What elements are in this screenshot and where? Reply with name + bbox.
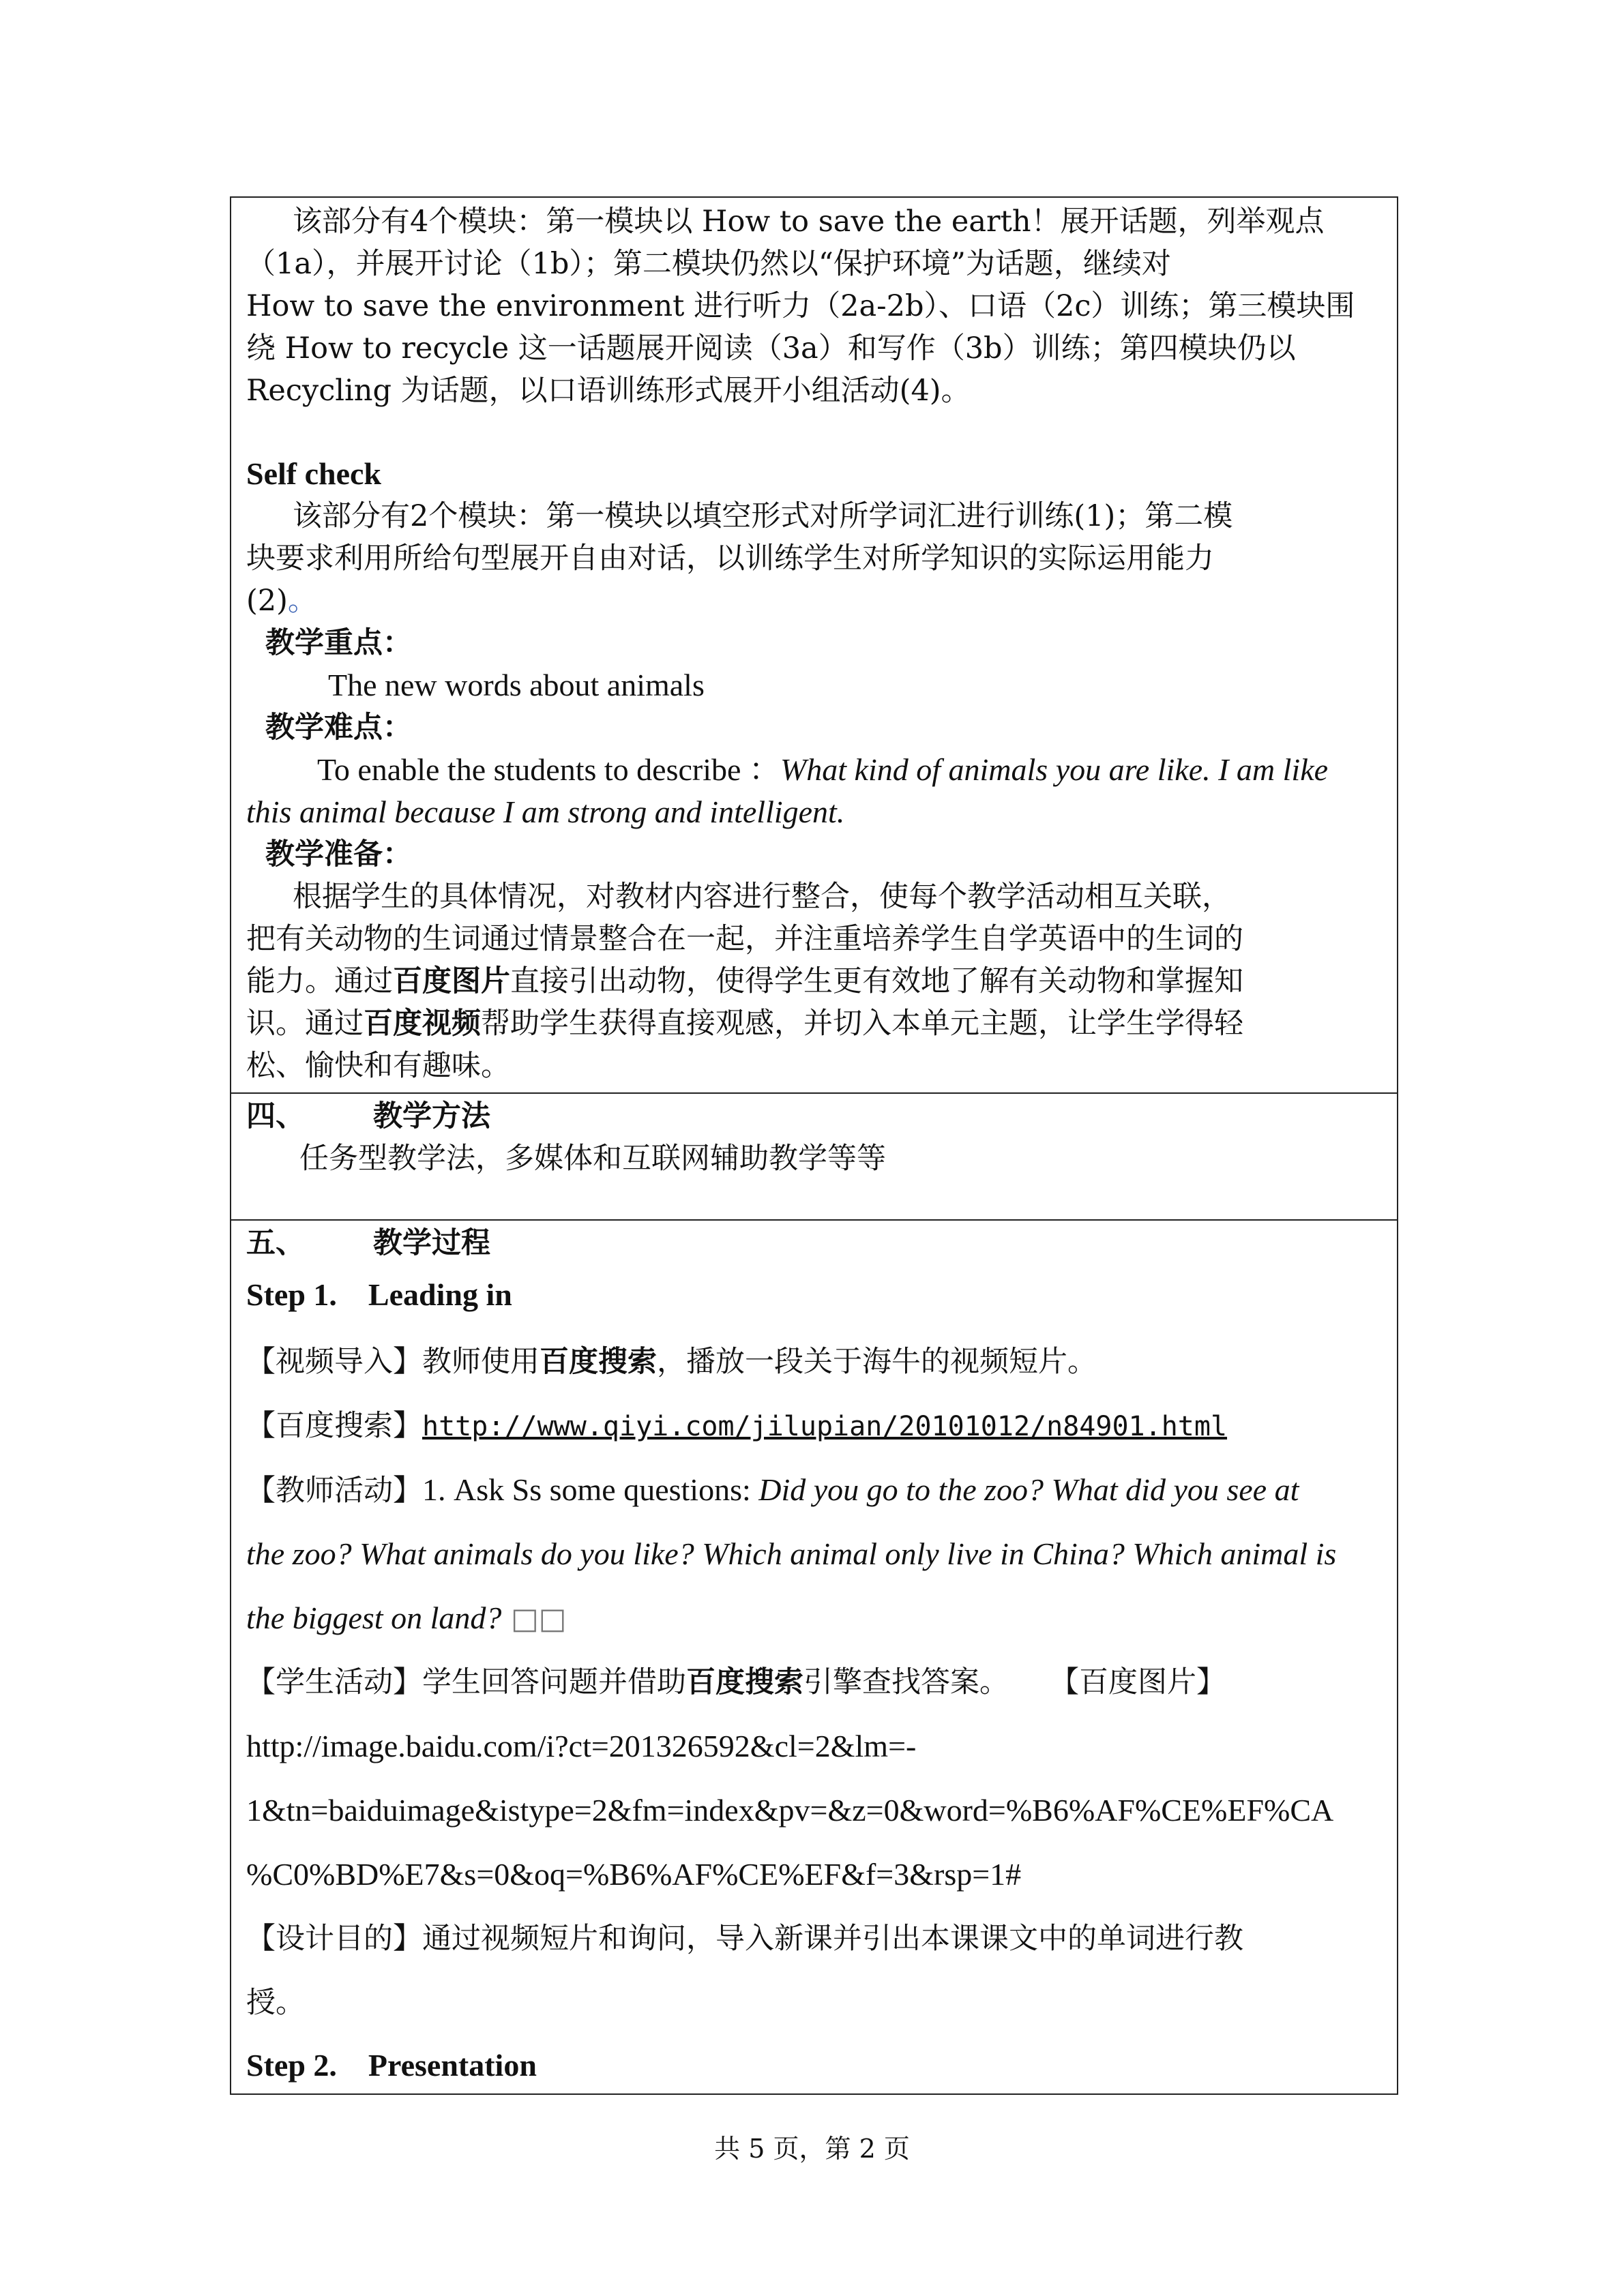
teacher-activity-line-1: 【教师活动】1. Ask Ss some questions: Did you go to the zoo? What did you see at bbox=[246, 1472, 1299, 1508]
page-footer: 共 5 页，第 2 页 bbox=[714, 2134, 910, 2164]
self-check-line-3: (2)。 bbox=[246, 584, 317, 618]
image-url-line-3[interactable]: %C0%BD%E7&s=0&oq=%B6%AF%CE%EF&f=3&rsp=1# bbox=[246, 1857, 1022, 1892]
self-check-line-2: 块要求利用所给句型展开自由对话，以训练学生对所学知识的实际运用能力 bbox=[246, 541, 1214, 576]
content-cell-objectives bbox=[230, 196, 1398, 1094]
difficult-points-line-2: this animal because I am strong and intelligent. bbox=[246, 794, 845, 829]
teacher-activity-line-3: the biggest on land? □□ bbox=[246, 1600, 567, 1636]
image-url-line-1[interactable]: http://image.baidu.com/i?ct=201326592&cl=2&lm=- bbox=[246, 1729, 917, 1763]
content-cell-methods bbox=[230, 1092, 1398, 1221]
video-link[interactable]: http://www.qiyi.com/jilupian/20101012/n84901.html bbox=[422, 1411, 1228, 1442]
self-check-heading: Self check bbox=[246, 456, 382, 491]
student-activity-line: 【学生活动】学生回答问题并借助百度搜索引擎查找答案。 【百度图片】 bbox=[246, 1665, 1226, 1699]
part-a-line-2: （1a），并展开讨论（1b）；第二模块仍然以“保护环境”为话题，继续对 bbox=[246, 247, 1171, 281]
preparation-line-4: 识。通过百度视频帮助学生获得直接观感，并切入本单元主题，让学生学得轻 bbox=[246, 1007, 1243, 1041]
key-points-text: The new words about animals bbox=[328, 668, 705, 702]
difficult-points-line-1: To enable the students to describe ：What kind of animals you are like. I am like bbox=[317, 752, 1329, 787]
content-cell-process bbox=[230, 1219, 1398, 2095]
teacher-activity-line-2: the zoo? What animals do you like? Which animal only live in China? Which animal is bbox=[246, 1536, 1337, 1571]
preparation-line-1: 根据学生的具体情况，对教材内容进行整合，使每个教学活动相互关联， bbox=[293, 880, 1231, 914]
video-intro-line: 【视频导入】教师使用百度搜索，播放一段关于海牛的视频短片。 bbox=[246, 1345, 1097, 1379]
section-4-text: 任务型教学法，多媒体和互联网辅助教学等等 bbox=[299, 1142, 886, 1176]
image-url-line-2[interactable]: 1&tn=baiduimage&istype=2&fm=index&pv=&z=0&word=%B6%AF%CE%EF%CA bbox=[246, 1793, 1334, 1828]
preparation-line-2: 把有关动物的生词通过情景整合在一起，并注重培养学生自学英语中的生词的 bbox=[246, 922, 1243, 956]
step-2-heading: Step 2. Presentation bbox=[246, 2048, 537, 2083]
key-points-heading: 教学重点： bbox=[265, 626, 412, 660]
difficult-points-heading: 教学难点： bbox=[265, 711, 412, 745]
part-a-line-5: Recycling 为话题，以口语训练形式展开小组活动(4)。 bbox=[246, 374, 971, 408]
part-a-line-1: 该部分有4个模块：第一模块以 How to save the earth！展开话题，列举观点 bbox=[293, 205, 1325, 239]
design-purpose-line-2: 授。 bbox=[246, 1986, 305, 2020]
self-check-line-1: 该部分有2个模块：第一模块以填空形式对所学词汇进行训练(1)；第二模 bbox=[293, 499, 1233, 533]
section-4-heading: 四、 教学方法 bbox=[246, 1099, 490, 1133]
design-purpose-line-1: 【设计目的】通过视频短片和询问，导入新课并引出本课课文中的单词进行教 bbox=[246, 1922, 1243, 1956]
preparation-line-3: 能力。通过百度图片直接引出动物，使得学生更有效地了解有关动物和掌握知 bbox=[246, 964, 1243, 998]
part-a-line-3: How to save the environment 进行听力（2a-2b）、口语（2c）训练；第三模块围 bbox=[246, 289, 1355, 323]
preparation-line-5: 松、愉快和有趣味。 bbox=[246, 1049, 510, 1083]
step-1-heading: Step 1. Leading in bbox=[246, 1277, 512, 1312]
preparation-heading: 教学准备： bbox=[265, 837, 412, 871]
baidu-search-line: 【百度搜索】http://www.qiyi.com/jilupian/20101012/n84901.html bbox=[246, 1409, 1228, 1443]
part-a-line-4: 绕 How to recycle 这一话题展开阅读（3a）和写作（3b）训练；第四模块仍以 bbox=[246, 331, 1296, 366]
section-5-heading: 五、 教学过程 bbox=[246, 1226, 490, 1260]
